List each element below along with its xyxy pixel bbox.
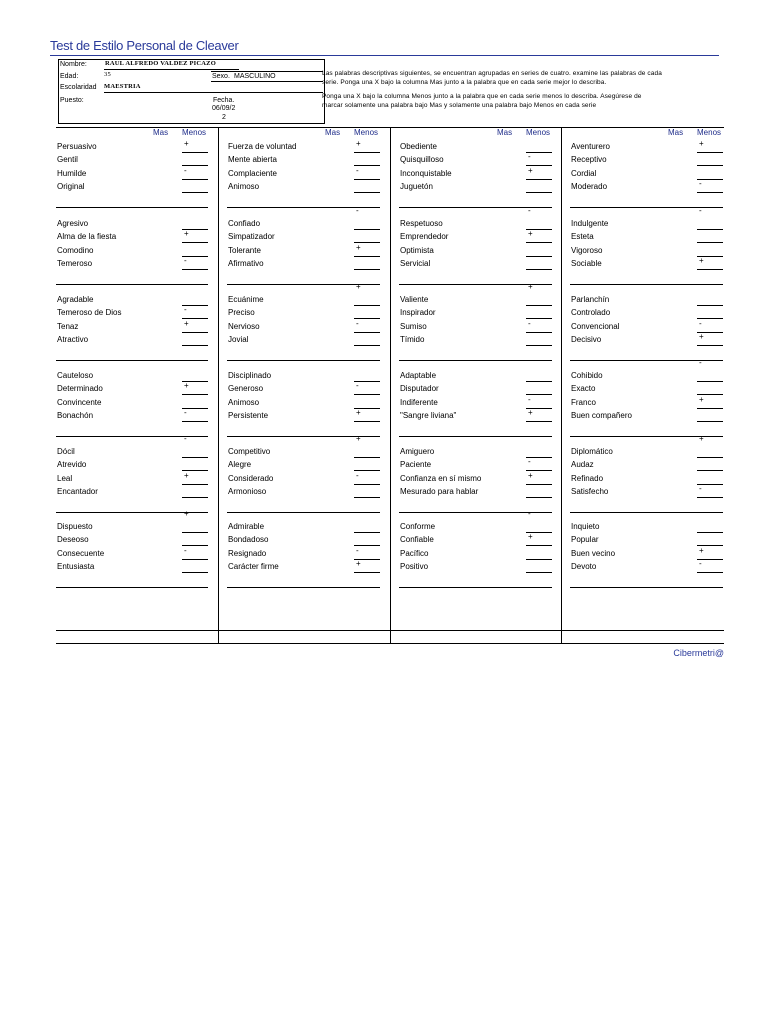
- trait-word: Quisquilloso: [400, 155, 444, 165]
- answer-blank[interactable]: [354, 229, 380, 230]
- instructions-line-2: serie. Ponga una X bajo la columna Mas junto a la palabra que en cada serie mejor lo describa.: [322, 79, 607, 86]
- trait-word: Decisivo: [571, 334, 602, 344]
- answer-blank[interactable]: [526, 269, 552, 270]
- trait-word: Exacto: [571, 384, 596, 394]
- answer-blank[interactable]: [354, 345, 380, 346]
- trait-word: Indiferente: [400, 397, 438, 407]
- trait-word: Optimista: [400, 245, 434, 255]
- answer-mark[interactable]: -: [184, 305, 187, 315]
- menos-column-header: Menos: [697, 128, 722, 137]
- group-separator: [399, 587, 552, 588]
- answer-blank[interactable]: [526, 381, 552, 382]
- sexo-line-bottom: [211, 81, 323, 82]
- brand-label: Cibermetri@: [673, 648, 724, 658]
- answer-blank[interactable]: [697, 152, 723, 153]
- answer-mark[interactable]: +: [528, 532, 533, 542]
- answer-blank[interactable]: [182, 484, 208, 485]
- menos-column-header: Menos: [354, 128, 379, 137]
- answer-mark[interactable]: +: [528, 165, 533, 175]
- answer-blank[interactable]: [354, 421, 380, 422]
- trait-word: Valiente: [400, 295, 429, 304]
- trait-word: Confianza en sí mismo: [400, 473, 482, 483]
- fecha-label: Fecha.: [213, 97, 235, 104]
- nombre-value: RAUL ALFREDO VALDEZ PICAZO: [105, 60, 216, 67]
- trait-word: Considerado: [228, 473, 274, 483]
- answer-mark[interactable]: -: [184, 165, 187, 175]
- answer-blank[interactable]: [697, 572, 723, 573]
- answer-blank[interactable]: [697, 421, 723, 422]
- answer-blank[interactable]: [526, 345, 552, 346]
- trait-word: Buen vecino: [571, 548, 616, 558]
- group-top-mark: -: [528, 206, 531, 215]
- answer-mark[interactable]: -: [356, 318, 359, 328]
- trait-word: Ecuánime: [228, 295, 264, 304]
- answer-blank[interactable]: [697, 192, 723, 193]
- trait-word: Cohibido: [571, 371, 603, 380]
- answer-blank[interactable]: [526, 497, 552, 498]
- trait-word: Temeroso: [57, 258, 93, 268]
- answer-blank[interactable]: [526, 192, 552, 193]
- trait-word: Mente abierta: [228, 155, 277, 165]
- trait-word: Consecuente: [57, 548, 105, 558]
- group-top-mark: -: [528, 509, 531, 518]
- answer-mark[interactable]: +: [356, 407, 361, 417]
- answer-blank[interactable]: [182, 152, 208, 153]
- trait-word: Amiguero: [400, 447, 435, 456]
- trait-word: Carácter firme: [228, 561, 279, 571]
- menos-column-header: Menos: [182, 128, 207, 137]
- trait-word: Armonioso: [228, 486, 267, 496]
- trait-word: Indulgente: [571, 219, 609, 228]
- trait-word: Determinado: [57, 384, 103, 394]
- group-top-mark: -: [184, 434, 187, 443]
- answer-blank[interactable]: [182, 394, 208, 395]
- escolaridad-line: [104, 92, 323, 93]
- trait-word: Dócil: [57, 447, 75, 456]
- answer-blank[interactable]: [182, 242, 208, 243]
- trait-word: Pacífico: [400, 548, 429, 558]
- answer-mark[interactable]: +: [184, 381, 189, 391]
- column-divider: [390, 127, 391, 643]
- trait-word: Agradable: [57, 295, 94, 304]
- group-separator: [56, 284, 208, 285]
- trait-word: Respetuoso: [400, 219, 443, 228]
- answer-mark[interactable]: -: [528, 318, 531, 328]
- answer-mark[interactable]: +: [528, 229, 533, 239]
- answer-blank[interactable]: [182, 497, 208, 498]
- group-separator: [56, 587, 208, 588]
- answer-blank[interactable]: [354, 332, 380, 333]
- trait-word: Atrevido: [57, 460, 87, 470]
- puesto-label: Puesto:: [60, 97, 84, 104]
- trait-word: Cauteloso: [57, 371, 94, 380]
- answer-blank[interactable]: [354, 269, 380, 270]
- answer-blank[interactable]: [354, 179, 380, 180]
- trait-word: Diplomático: [571, 447, 613, 456]
- trait-word: Inquieto: [571, 522, 600, 531]
- answer-blank[interactable]: [697, 269, 723, 270]
- instructions-line-1: Las palabras descriptivas siguientes, se encuentran agrupadas en series de cuatro. examine las palabras de cada: [322, 70, 662, 77]
- trait-word: Convencional: [571, 321, 620, 331]
- trait-word: Buen compañero: [571, 410, 632, 420]
- trait-word: Dispuesto: [57, 522, 93, 531]
- group-top-mark: +: [528, 282, 533, 291]
- answer-blank[interactable]: [182, 269, 208, 270]
- column-divider: [561, 127, 562, 643]
- answer-blank[interactable]: [526, 572, 552, 573]
- trait-word: Controlado: [571, 308, 611, 318]
- trait-word: Emprendedor: [400, 232, 449, 242]
- page-title: Test de Estilo Personal de Cleaver: [50, 38, 239, 53]
- title-rule: [50, 55, 719, 56]
- answer-blank[interactable]: [354, 394, 380, 395]
- group-top-mark: +: [356, 282, 361, 291]
- nombre-line: [104, 69, 239, 70]
- group-separator: [56, 360, 208, 361]
- answer-mark[interactable]: +: [528, 470, 533, 480]
- answer-mark[interactable]: +: [528, 407, 533, 417]
- instructions-line-4: marcar solamente una palabra bajo Mas y solamente una palabra bajo Menos en cada serie: [322, 102, 597, 109]
- answer-blank[interactable]: [182, 559, 208, 560]
- answer-mark[interactable]: -: [356, 165, 359, 175]
- group-top-mark: -: [699, 358, 702, 367]
- trait-word: Confiable: [400, 535, 434, 545]
- answer-mark[interactable]: +: [184, 470, 189, 480]
- answer-blank[interactable]: [697, 532, 723, 533]
- answer-mark[interactable]: +: [356, 139, 361, 148]
- group-separator: [227, 360, 380, 361]
- footer-rule-1: [56, 630, 724, 631]
- trait-word: Refinado: [571, 473, 604, 483]
- answer-blank[interactable]: [182, 457, 208, 458]
- answer-mark[interactable]: -: [528, 457, 531, 467]
- nombre-label: Nombre:: [60, 61, 87, 68]
- answer-mark[interactable]: -: [699, 483, 702, 493]
- group-separator: [570, 284, 723, 285]
- trait-word: Disciplinado: [228, 371, 272, 380]
- fecha-value: 06/09/2: [212, 105, 236, 112]
- answer-mark[interactable]: -: [356, 545, 359, 555]
- trait-word: Atractivo: [57, 334, 89, 344]
- answer-mark[interactable]: -: [699, 178, 702, 188]
- trait-word: Disputador: [400, 384, 439, 394]
- trait-word: Obediente: [400, 142, 437, 151]
- answer-blank[interactable]: [526, 305, 552, 306]
- answer-blank[interactable]: [697, 457, 723, 458]
- sexo-value: MASCULINO: [234, 73, 276, 80]
- trait-word: Fuerza de voluntad: [228, 142, 297, 151]
- answer-mark[interactable]: +: [356, 558, 361, 568]
- trait-word: Positivo: [400, 561, 429, 571]
- trait-word: Bondadoso: [228, 535, 269, 545]
- group-separator: [227, 587, 380, 588]
- trait-word: Temeroso de Dios: [57, 308, 122, 318]
- trait-word: Agresivo: [57, 219, 89, 228]
- answer-mark[interactable]: +: [699, 139, 704, 148]
- answer-blank[interactable]: [697, 305, 723, 306]
- trait-word: Animoso: [228, 181, 260, 191]
- trait-word: Alegre: [228, 460, 252, 470]
- trait-word: Conforme: [400, 522, 436, 531]
- answer-mark[interactable]: -: [184, 255, 187, 265]
- answer-blank[interactable]: [182, 192, 208, 193]
- trait-word: Esteta: [571, 232, 594, 242]
- answer-blank[interactable]: [354, 152, 380, 153]
- trait-word: Humilde: [57, 168, 87, 178]
- sexo-label: Sexo.: [212, 73, 230, 80]
- answer-mark[interactable]: +: [699, 545, 704, 555]
- menos-column-header: Menos: [526, 128, 551, 137]
- answer-blank[interactable]: [526, 179, 552, 180]
- trait-word: Inspirador: [400, 308, 436, 318]
- trait-word: Inconquistable: [400, 168, 452, 178]
- answer-blank[interactable]: [182, 572, 208, 573]
- trait-word: Franco: [571, 397, 596, 407]
- footer-rule-2: [56, 643, 724, 644]
- trait-word: Tímido: [400, 334, 425, 344]
- mas-column-header: Mas: [668, 128, 684, 137]
- trait-word: Sociable: [571, 258, 602, 268]
- answer-blank[interactable]: [526, 332, 552, 333]
- trait-word: "Sangre liviana": [400, 410, 457, 420]
- trait-word: Generoso: [228, 384, 264, 394]
- group-top-mark: +: [184, 509, 189, 518]
- trait-word: Servicial: [400, 258, 431, 268]
- escolaridad-label: Escolaridad: [60, 84, 97, 91]
- trait-word: Complaciente: [228, 168, 277, 178]
- mas-column-header: Mas: [325, 128, 341, 137]
- sexo-line-top: [211, 71, 323, 72]
- answer-blank[interactable]: [526, 256, 552, 257]
- answer-blank[interactable]: [697, 381, 723, 382]
- trait-word: Encantador: [57, 486, 98, 496]
- trait-word: Preciso: [228, 308, 255, 318]
- answer-blank[interactable]: [526, 421, 552, 422]
- trait-word: Confiado: [228, 219, 261, 228]
- trait-word: Admirable: [228, 522, 265, 531]
- answer-blank[interactable]: [526, 484, 552, 485]
- group-separator: [227, 512, 380, 513]
- trait-word: Original: [57, 181, 85, 191]
- answer-mark[interactable]: -: [699, 558, 702, 568]
- group-separator: [570, 512, 723, 513]
- trait-word: Leal: [57, 473, 73, 483]
- trait-word: Afirmativo: [228, 258, 264, 268]
- trait-word: Comodino: [57, 245, 94, 255]
- trait-word: Satisfecho: [571, 486, 609, 496]
- answer-blank[interactable]: [697, 497, 723, 498]
- trait-word: Devoto: [571, 561, 597, 571]
- edad-label: Edad:: [60, 73, 79, 80]
- answer-mark[interactable]: -: [356, 470, 359, 480]
- answer-blank[interactable]: [182, 332, 208, 333]
- trait-word: Deseoso: [57, 535, 89, 545]
- trait-word: Bonachón: [57, 410, 94, 420]
- answer-blank[interactable]: [354, 484, 380, 485]
- trait-word: Audaz: [571, 460, 594, 470]
- answer-blank[interactable]: [354, 497, 380, 498]
- trait-word: Sumiso: [400, 321, 427, 331]
- group-separator: [570, 587, 723, 588]
- instructions-line-3: Ponga una X bajo la columna Menos junto a la palabra que en cada serie menos lo describa. Asegúrese de: [322, 93, 642, 100]
- mas-column-header: Mas: [153, 128, 169, 137]
- trait-word: Competitivo: [228, 447, 271, 456]
- answer-blank[interactable]: [697, 242, 723, 243]
- group-top-mark: -: [356, 206, 359, 215]
- answer-blank[interactable]: [182, 421, 208, 422]
- answer-mark[interactable]: -: [699, 318, 702, 328]
- trait-word: Tolerante: [228, 245, 261, 255]
- answer-blank[interactable]: [697, 229, 723, 230]
- trait-word: Simpatizador: [228, 232, 275, 242]
- trait-word: Alma de la fiesta: [57, 232, 117, 242]
- trait-word: Jovial: [228, 334, 249, 344]
- answer-mark[interactable]: -: [356, 381, 359, 391]
- answer-mark[interactable]: +: [184, 229, 189, 239]
- escolaridad-value: MAESTRIA: [104, 83, 141, 90]
- group-top-mark: +: [699, 434, 704, 443]
- answer-blank[interactable]: [354, 256, 380, 257]
- answer-mark[interactable]: +: [356, 242, 361, 252]
- edad-value: 35: [104, 71, 111, 78]
- answer-blank[interactable]: [697, 408, 723, 409]
- trait-word: Resignado: [228, 548, 267, 558]
- answer-mark[interactable]: -: [184, 407, 187, 417]
- answer-blank[interactable]: [182, 345, 208, 346]
- trait-word: Popular: [571, 535, 599, 545]
- trait-word: Convincente: [57, 397, 102, 407]
- answer-mark[interactable]: -: [528, 394, 531, 404]
- trait-word: Aventurero: [571, 142, 610, 151]
- answer-mark[interactable]: +: [184, 139, 189, 148]
- answer-blank[interactable]: [697, 345, 723, 346]
- group-separator: [56, 207, 208, 208]
- group-separator: [399, 360, 552, 361]
- answer-blank[interactable]: [354, 305, 380, 306]
- answer-blank[interactable]: [526, 242, 552, 243]
- answer-blank[interactable]: [526, 545, 552, 546]
- answer-blank[interactable]: [354, 572, 380, 573]
- answer-blank[interactable]: [182, 179, 208, 180]
- group-top-mark: -: [699, 206, 702, 215]
- answer-mark[interactable]: +: [699, 255, 704, 265]
- answer-blank[interactable]: [526, 559, 552, 560]
- answer-blank[interactable]: [354, 192, 380, 193]
- trait-word: Entusiasta: [57, 561, 95, 571]
- trait-word: Mesurado para hablar: [400, 486, 479, 496]
- trait-word: Paciente: [400, 460, 432, 470]
- trait-word: Adaptable: [400, 371, 437, 380]
- trait-word: Gentil: [57, 155, 78, 165]
- fecha-extra: 2: [222, 114, 226, 121]
- trait-word: Persistente: [228, 410, 269, 420]
- answer-mark[interactable]: -: [184, 545, 187, 555]
- answer-mark[interactable]: -: [528, 152, 531, 162]
- trait-word: Cordial: [571, 168, 597, 178]
- trait-word: Receptivo: [571, 155, 607, 165]
- trait-word: Tenaz: [57, 321, 79, 331]
- answer-blank[interactable]: [182, 532, 208, 533]
- trait-word: Moderado: [571, 181, 608, 191]
- answer-blank[interactable]: [697, 470, 723, 471]
- column-divider: [218, 127, 219, 643]
- group-top-mark: +: [356, 434, 361, 443]
- group-separator: [399, 436, 552, 437]
- trait-word: Juguetón: [400, 181, 433, 191]
- mas-column-header: Mas: [497, 128, 513, 137]
- answer-mark[interactable]: +: [184, 318, 189, 328]
- trait-word: Parlanchín: [571, 295, 610, 304]
- answer-mark[interactable]: +: [699, 331, 704, 341]
- trait-word: Vigoroso: [571, 245, 603, 255]
- trait-word: Animoso: [228, 397, 260, 407]
- trait-word: Persuasivo: [57, 142, 97, 151]
- answer-blank[interactable]: [354, 457, 380, 458]
- trait-word: Nervioso: [228, 321, 260, 331]
- answer-blank[interactable]: [697, 165, 723, 166]
- answer-blank[interactable]: [354, 532, 380, 533]
- answer-mark[interactable]: +: [699, 394, 704, 404]
